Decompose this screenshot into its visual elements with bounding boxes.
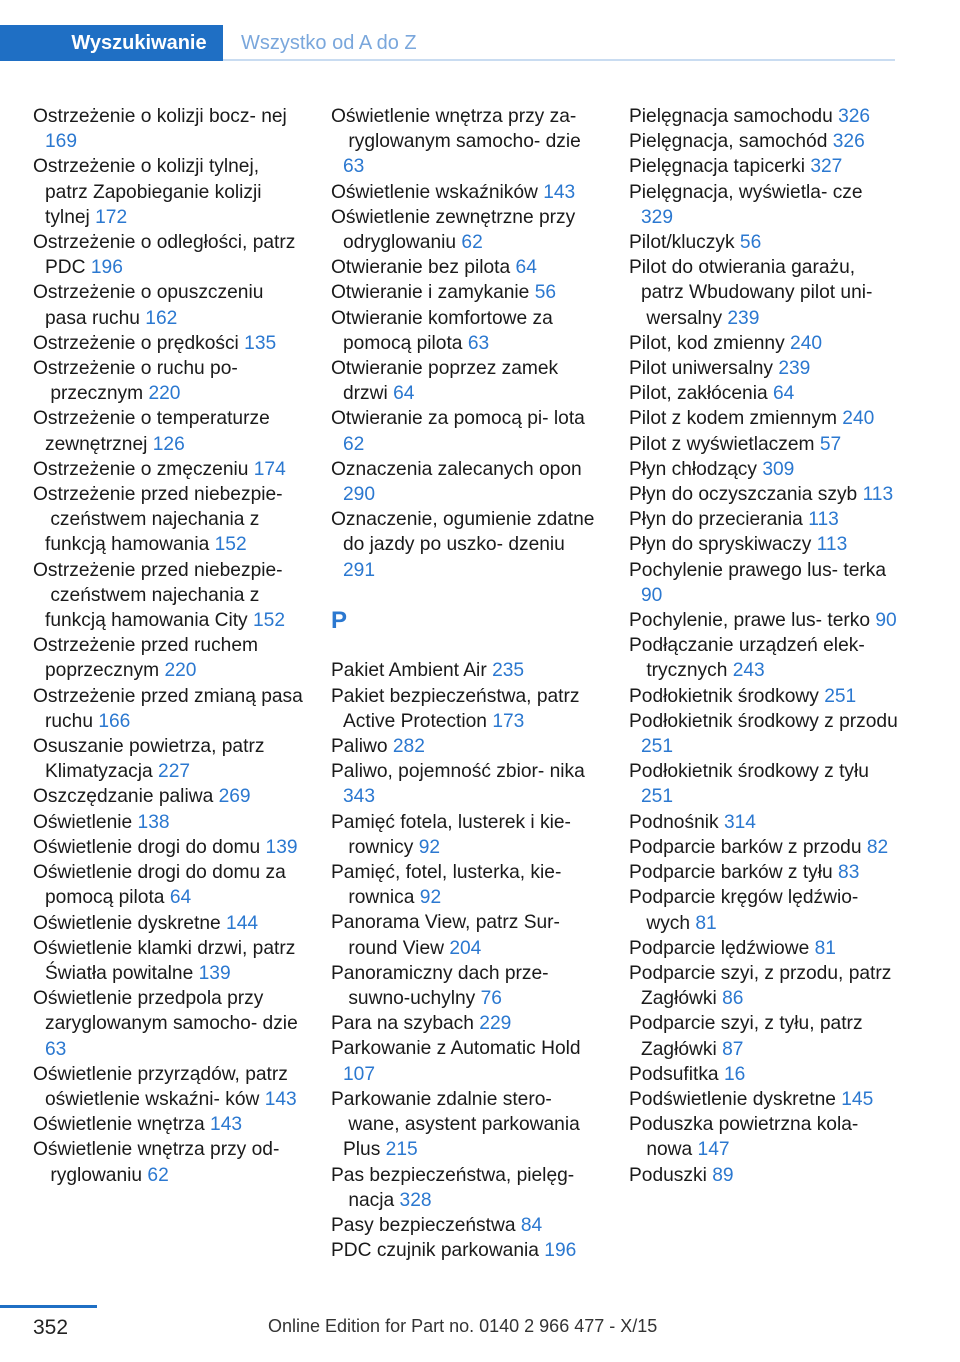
index-column-1 [33,104,303,1188]
index-term: Podłokietnik środkowy z tyłu [629,761,869,783]
tab-search[interactable]: Wyszukiwanie [0,25,223,61]
index-entry [331,860,601,910]
page-link[interactable]: 326 [832,131,865,153]
page-link[interactable]: 113 [808,509,839,531]
index-entry [629,1163,899,1188]
page-link[interactable]: 314 [723,811,756,833]
index-term: Otwieranie za pomocą pi‐ lota [331,408,585,430]
page-link[interactable]: 81 [814,937,836,959]
page-link[interactable]: 239 [778,358,811,380]
index-term: Osuszanie powietrza, patrz Klimatyzacja [33,736,265,783]
index-entry [331,1036,601,1086]
index-entry [33,1062,303,1112]
index-term: Podsufitka [629,1063,719,1085]
page-link[interactable]: 227 [158,761,191,783]
index-entry [629,885,899,935]
page-link[interactable]: 172 [95,206,128,228]
index-entry [629,457,899,482]
index-term: Podłokietnik środkowy z przodu [629,710,898,732]
index-term: Oznaczenie, ogumienie zdatne do jazdy po uszko‐ dzeniu [331,509,595,556]
index-term: Oświetlenie przyrządów, patrz oświetlenie wskaźni‐ ków [33,1063,288,1110]
edition-note: Online Edition for Part no. 0140 2 966 477 - X/15 [268,1316,658,1336]
page-link[interactable]: 220 [164,660,197,682]
index-entry [629,507,899,532]
section-letter: P [331,607,348,635]
index-term: Pielęgnacja, wyświetla‐ cze [629,181,863,203]
page-link[interactable]: 139 [198,962,231,984]
index-entry [629,532,899,557]
index-entry [33,684,303,734]
index-entry [331,457,601,507]
index-entry [629,608,899,633]
index-term: Podnośnik [629,811,719,833]
index-term: Otwieranie bez pilota [331,257,511,279]
index-term: Paliwo [331,736,388,758]
index-entry [629,860,899,885]
page-link[interactable]: 90 [641,584,663,606]
index-entry [331,507,601,583]
page-link[interactable]: 173 [492,710,525,732]
index-entry [629,684,899,709]
page-link[interactable]: 326 [838,106,871,127]
index-term: Pamięć, fotel, lusterka, kie‐ rownica [331,862,562,909]
index-entry [629,1062,899,1087]
header-tabs [0,25,895,61]
index-entry [629,180,899,230]
index-term: Podłączanie urządzeń elek‐ trycznych [629,635,865,682]
page-link[interactable]: 56 [739,232,762,254]
page-link[interactable]: 327 [810,156,843,178]
index-term: Płyn do oczyszczania szyb [629,484,858,506]
index-term: Oświetlenie zewnętrzne przy odryglowaniu [331,206,576,254]
index-entry [33,911,303,936]
index-term: Pamięć fotela, lusterek i kie‐ rownicy [331,811,571,858]
page-link[interactable]: 240 [842,408,875,430]
index-term: Podświetlenie dyskretne [629,1088,836,1110]
page-link[interactable]: 16 [723,1063,746,1085]
index-entry [33,784,303,809]
page-link[interactable]: 113 [862,484,894,506]
index-entry [629,129,899,154]
index-entry [629,936,899,961]
index-entry [331,1238,601,1263]
index-term: Oświetlenie wskaźników [331,181,538,203]
page-link[interactable]: 291 [343,559,376,581]
index-term: Oznaczenia zalecanych opon [331,458,582,480]
index-term: Podparcie barków z przodu [629,836,862,858]
index-entry [331,356,601,406]
index-entry [331,255,601,280]
page-link[interactable]: 166 [98,710,131,732]
page-link[interactable]: 269 [218,786,251,808]
index-term: Ostrzeżenie przed zmianą pasa ruchu [33,685,303,732]
index-term: Panoramiczny dach prze‐ suwno-uchylny [331,962,549,1010]
index-entry [331,1163,601,1213]
tab-divider [223,59,895,61]
index-entry [629,255,899,331]
index-entry [33,860,303,910]
page-link[interactable]: 169 [45,131,78,153]
index-entry [33,633,303,683]
page-link[interactable]: 86 [722,988,744,1010]
index-term: Pilot, kod zmienny [629,332,785,354]
index-entry [331,734,601,759]
page-link[interactable]: 113 [816,534,848,556]
index-term: Oświetlenie dyskretne [33,912,221,934]
index-entry [629,759,899,809]
index-term: Oświetlenie wnętrza [33,1114,205,1136]
index-entry [33,230,303,280]
page-link[interactable]: 126 [152,433,185,455]
page-link[interactable]: 56 [534,282,557,304]
page-link[interactable]: 240 [790,332,823,354]
index-term: Pasy bezpieczeństwa [331,1214,516,1236]
index-entry [629,406,899,431]
page-link[interactable]: 92 [419,887,442,909]
index-entry [33,936,303,986]
index-entry [331,1213,601,1238]
page-link[interactable]: 63 [45,1038,67,1060]
page-link[interactable]: 152 [252,610,285,632]
index-term: Płyn do przecierania [629,509,803,531]
index-term: Pielęgnacja tapicerki [629,156,805,178]
page-link[interactable]: 84 [520,1214,543,1236]
index-entry [331,759,601,809]
index-entry [33,558,303,634]
page-link[interactable]: 145 [841,1088,874,1110]
index-term: Pilot/kluczyk [629,232,735,254]
index-entry [331,658,601,683]
index-entry [629,104,899,129]
page-link[interactable]: 162 [145,307,178,329]
page-link[interactable]: 251 [641,736,674,758]
index-column-2 [331,104,601,1263]
page-link[interactable]: 196 [544,1240,577,1262]
page-link[interactable]: 215 [385,1139,418,1161]
page-link[interactable]: 174 [253,458,286,480]
page-link[interactable]: 144 [226,912,259,934]
index-term: PDC czujnik parkowania [331,1240,539,1262]
index-term: Pielęgnacja samochodu [629,106,833,127]
index-entry [33,986,303,1062]
index-term: Ostrzeżenie o odległości, patrz PDC [33,232,296,279]
index-entry [331,1011,601,1036]
index-entry [331,910,601,960]
page-link[interactable]: 328 [399,1189,432,1211]
index-term: Pochylenie, prawe lus‐ terko [629,610,871,632]
index-term: Podparcie lędźwiowe [629,937,810,959]
page-link[interactable]: 329 [641,206,674,228]
page-link[interactable]: 76 [480,988,502,1010]
index-entry [33,331,303,356]
page-link[interactable]: 90 [875,610,897,632]
index-entry [629,482,899,507]
index-term: Otwieranie poprzez zamek drzwi [331,358,559,405]
index-term: Podłokietnik środkowy [629,685,819,707]
index-entry [33,1137,303,1187]
page-link[interactable]: 89 [712,1164,734,1186]
index-term: Poduszka powietrzna kola‐ nowa [629,1114,859,1161]
index-term: Pilot, zakłócenia [629,383,768,405]
index-entry [33,810,303,835]
index-entry [33,406,303,456]
page-link[interactable]: 139 [265,836,298,858]
index-entry [331,180,601,205]
index-term: Oświetlenie wnętrza przy za‐ ryglowanym samocho‐ dzie [331,106,581,153]
index-term: Ostrzeżenie o prędkości [33,332,239,354]
page-link[interactable]: 138 [137,811,170,833]
index-term: Podparcie kręgów lędźwio‐ wych [629,887,859,934]
index-term: Para na szybach [331,1013,474,1035]
page-link[interactable]: 62 [343,433,365,455]
index-entry [629,810,899,835]
page-link[interactable]: 143 [264,1088,297,1110]
index-term: Oświetlenie drogi do domu za pomocą pilota [33,862,286,909]
page-link[interactable]: 235 [492,660,525,682]
index-term: Oświetlenie [33,811,133,833]
index-entry [331,810,601,860]
page-link[interactable]: 143 [210,1114,243,1136]
page-link[interactable]: 92 [418,836,441,858]
index-term: Płyn chłodzący [629,458,757,480]
index-entry [629,633,899,683]
index-term: Oświetlenie drogi do domu [33,836,261,858]
index-entry [33,457,303,482]
index-term: Ostrzeżenie przed niebezpie‐ czeństwem najechania z funkcją hamowania [33,484,283,556]
index-entry [629,1011,899,1061]
index-entry [331,306,601,356]
index-term: Oświetlenie wnętrza przy od‐ ryglowaniu [33,1139,280,1186]
page-link[interactable]: 64 [773,383,795,405]
index-entry [331,406,601,456]
index-entry [331,205,601,255]
index-term: Podparcie barków z tyłu [629,862,833,884]
index-entry [331,684,601,734]
page-link[interactable]: 204 [449,937,482,959]
page-link[interactable]: 63 [467,332,490,354]
index-term: Oświetlenie przedpola przy zaryglowanym samocho‐ dzie [33,988,298,1035]
page-link[interactable]: 229 [479,1013,512,1035]
index-entry [629,230,899,255]
page-link[interactable]: 64 [393,383,415,405]
index-entry [33,104,303,154]
page-link[interactable]: 82 [866,836,889,858]
index-entry [33,734,303,784]
page-link[interactable]: 81 [695,912,717,934]
index-term: Podparcie szyi, z przodu, patrz Zagłówki [629,962,892,1010]
index-term: Pas bezpieczeństwa, pielęg‐ nacja [331,1164,575,1211]
index-column-3 [629,104,899,1188]
page-link[interactable]: 143 [543,181,576,203]
page-number: 352 [33,1316,69,1339]
index-entry [629,1087,899,1112]
page-link[interactable]: 251 [824,685,857,707]
index-entry [33,482,303,558]
page-link[interactable]: 62 [147,1164,169,1186]
index-term: Ostrzeżenie o ruchu po‐ przecznym [33,358,238,405]
index-entry [33,835,303,860]
page-link[interactable]: 282 [392,736,425,758]
page-link[interactable]: 196 [90,257,123,279]
index-entry [33,1112,303,1137]
index-term: Ostrzeżenie przed ruchem poprzecznym [33,635,259,682]
index-term: Ostrzeżenie o opuszczeniu pasa ruchu [33,282,264,329]
index-term: Paliwo, pojemność zbior‐ nika [331,761,585,783]
page-link[interactable]: 135 [244,332,277,354]
index-term: Ostrzeżenie o kolizji bocz‐ nej [33,106,287,127]
index-term: Parkowanie zdalnie stero‐ wane, asystent parkowania Plus [331,1088,580,1161]
index-entry [629,961,899,1011]
index-entry [629,835,899,860]
page-link[interactable]: 83 [838,862,860,884]
index-entry [331,961,601,1011]
index-term: Pakiet Ambient Air [331,660,487,682]
index-term: Otwieranie komfortowe za pomocą pilota [331,307,553,354]
footer-accent-bar [0,1305,97,1308]
index-entry [629,432,899,457]
index-term: Pakiet bezpieczeństwa, patrz Active Protection [331,685,580,732]
index-term: Pilot do otwierania garażu, patrz Wbudowany pilot uni‐ wersalny [629,257,873,329]
page-link[interactable]: 152 [214,534,247,556]
index-term: Oszczędzanie paliwa [33,786,214,808]
page-link[interactable]: 64 [515,257,537,279]
page-link[interactable]: 343 [343,786,376,808]
page-link[interactable]: 62 [461,232,483,254]
index-term: Pilot z wyświetlaczem [629,433,815,455]
index-term: Podparcie szyi, z tyłu, patrz Zagłówki [629,1013,863,1060]
tab-all-a-to-z[interactable]: Wszystko od A do Z [241,31,417,54]
index-term: Ostrzeżenie o zmęczeniu [33,458,249,480]
index-term: Pochylenie prawego lus‐ terka [629,559,887,581]
page-link[interactable]: 251 [641,786,674,808]
index-entry [629,558,899,608]
page-link[interactable]: 63 [343,156,365,178]
page-link[interactable]: 239 [727,307,760,329]
index-entry [629,356,899,381]
index-term: Oświetlenie klamki drzwi, patrz Światła powitalne [33,937,296,984]
index-entry [629,709,899,759]
page-link[interactable]: 64 [169,887,192,909]
index-term: Pilot uniwersalny [629,358,773,380]
page-link[interactable]: 290 [343,484,376,506]
page-link[interactable]: 87 [722,1038,744,1060]
index-term: Otwieranie i zamykanie [331,282,530,304]
index-entry [331,1087,601,1163]
index-term: Ostrzeżenie o temperaturze zewnętrznej [33,408,270,455]
index-entry [331,104,601,180]
page-link[interactable]: 107 [343,1063,376,1085]
page-link[interactable]: 220 [148,383,181,405]
index-term: Płyn do spryskiwaczy [629,534,812,556]
index-entry [629,154,899,179]
index-term: Pilot z kodem zmiennym [629,408,837,430]
index-term: Ostrzeżenie o kolizji tylnej, patrz Zapobieganie kolizji tylnej [33,156,262,228]
index-entry [629,331,899,356]
page-link[interactable]: 147 [697,1139,730,1161]
page-link[interactable]: 243 [732,660,765,682]
index-term: Poduszki [629,1164,707,1186]
index-entry [629,381,899,406]
index-entry [33,154,303,230]
index-entry [33,280,303,330]
index-entry [33,356,303,406]
index-term: Parkowanie z Automatic Hold [331,1038,581,1060]
index-entry [331,280,601,305]
page-link[interactable]: 309 [762,458,795,480]
index-entry [629,1112,899,1162]
index-term: Ostrzeżenie przed niebezpie‐ czeństwem najechania z funkcją hamowania City [33,559,283,632]
page-link[interactable]: 57 [819,433,842,455]
index-term: Pielęgnacja, samochód [629,131,828,153]
index-term: Panorama View, patrz Sur‐ round View [331,912,560,959]
